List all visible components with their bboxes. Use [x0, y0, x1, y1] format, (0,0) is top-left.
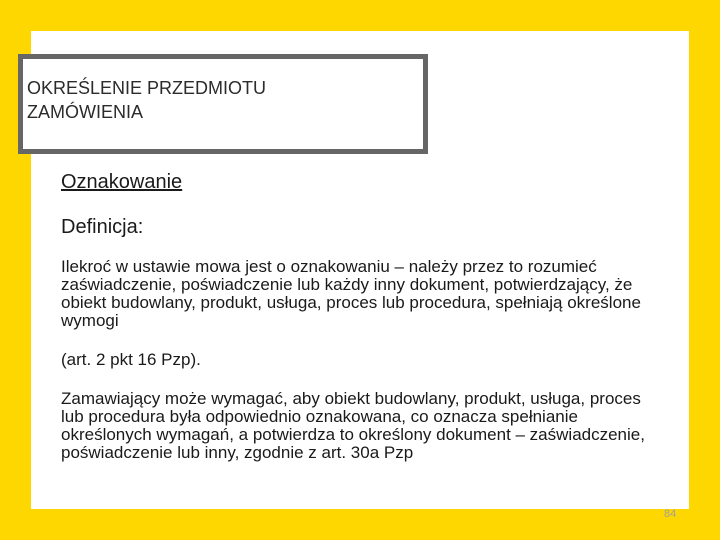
definition-heading: Definicja:: [61, 216, 144, 238]
slide-title: OKREŚLENIE PRZEDMIOTU ZAMÓWIENIA: [27, 78, 267, 122]
requirement-paragraph: Zamawiający może wymagać, aby obiekt budowlany, produkt, usługa, proces lub procedura była odpowiednio oznakowana, co oznacza spełnianie określonych wymagań, a potwierdza to określony dokument – zaświadczenie, poświadczenie lub inny, zgodnie z art. 30a Pzp: [61, 389, 645, 462]
definition-paragraph: Ilekroć w ustawie mowa jest o oznakowaniu – należy przez to rozumieć zaświadczenie, poświadczenie lub każdy inny dokument, potwierdzający, że obiekt budowlany, produkt, usługa, proces lub procedura, spełniają określone wymogi: [61, 257, 641, 330]
page-number: 84: [664, 508, 677, 520]
legal-reference: (art. 2 pkt 16 Pzp).: [61, 350, 201, 369]
section-subtitle: Oznakowanie: [61, 171, 183, 193]
